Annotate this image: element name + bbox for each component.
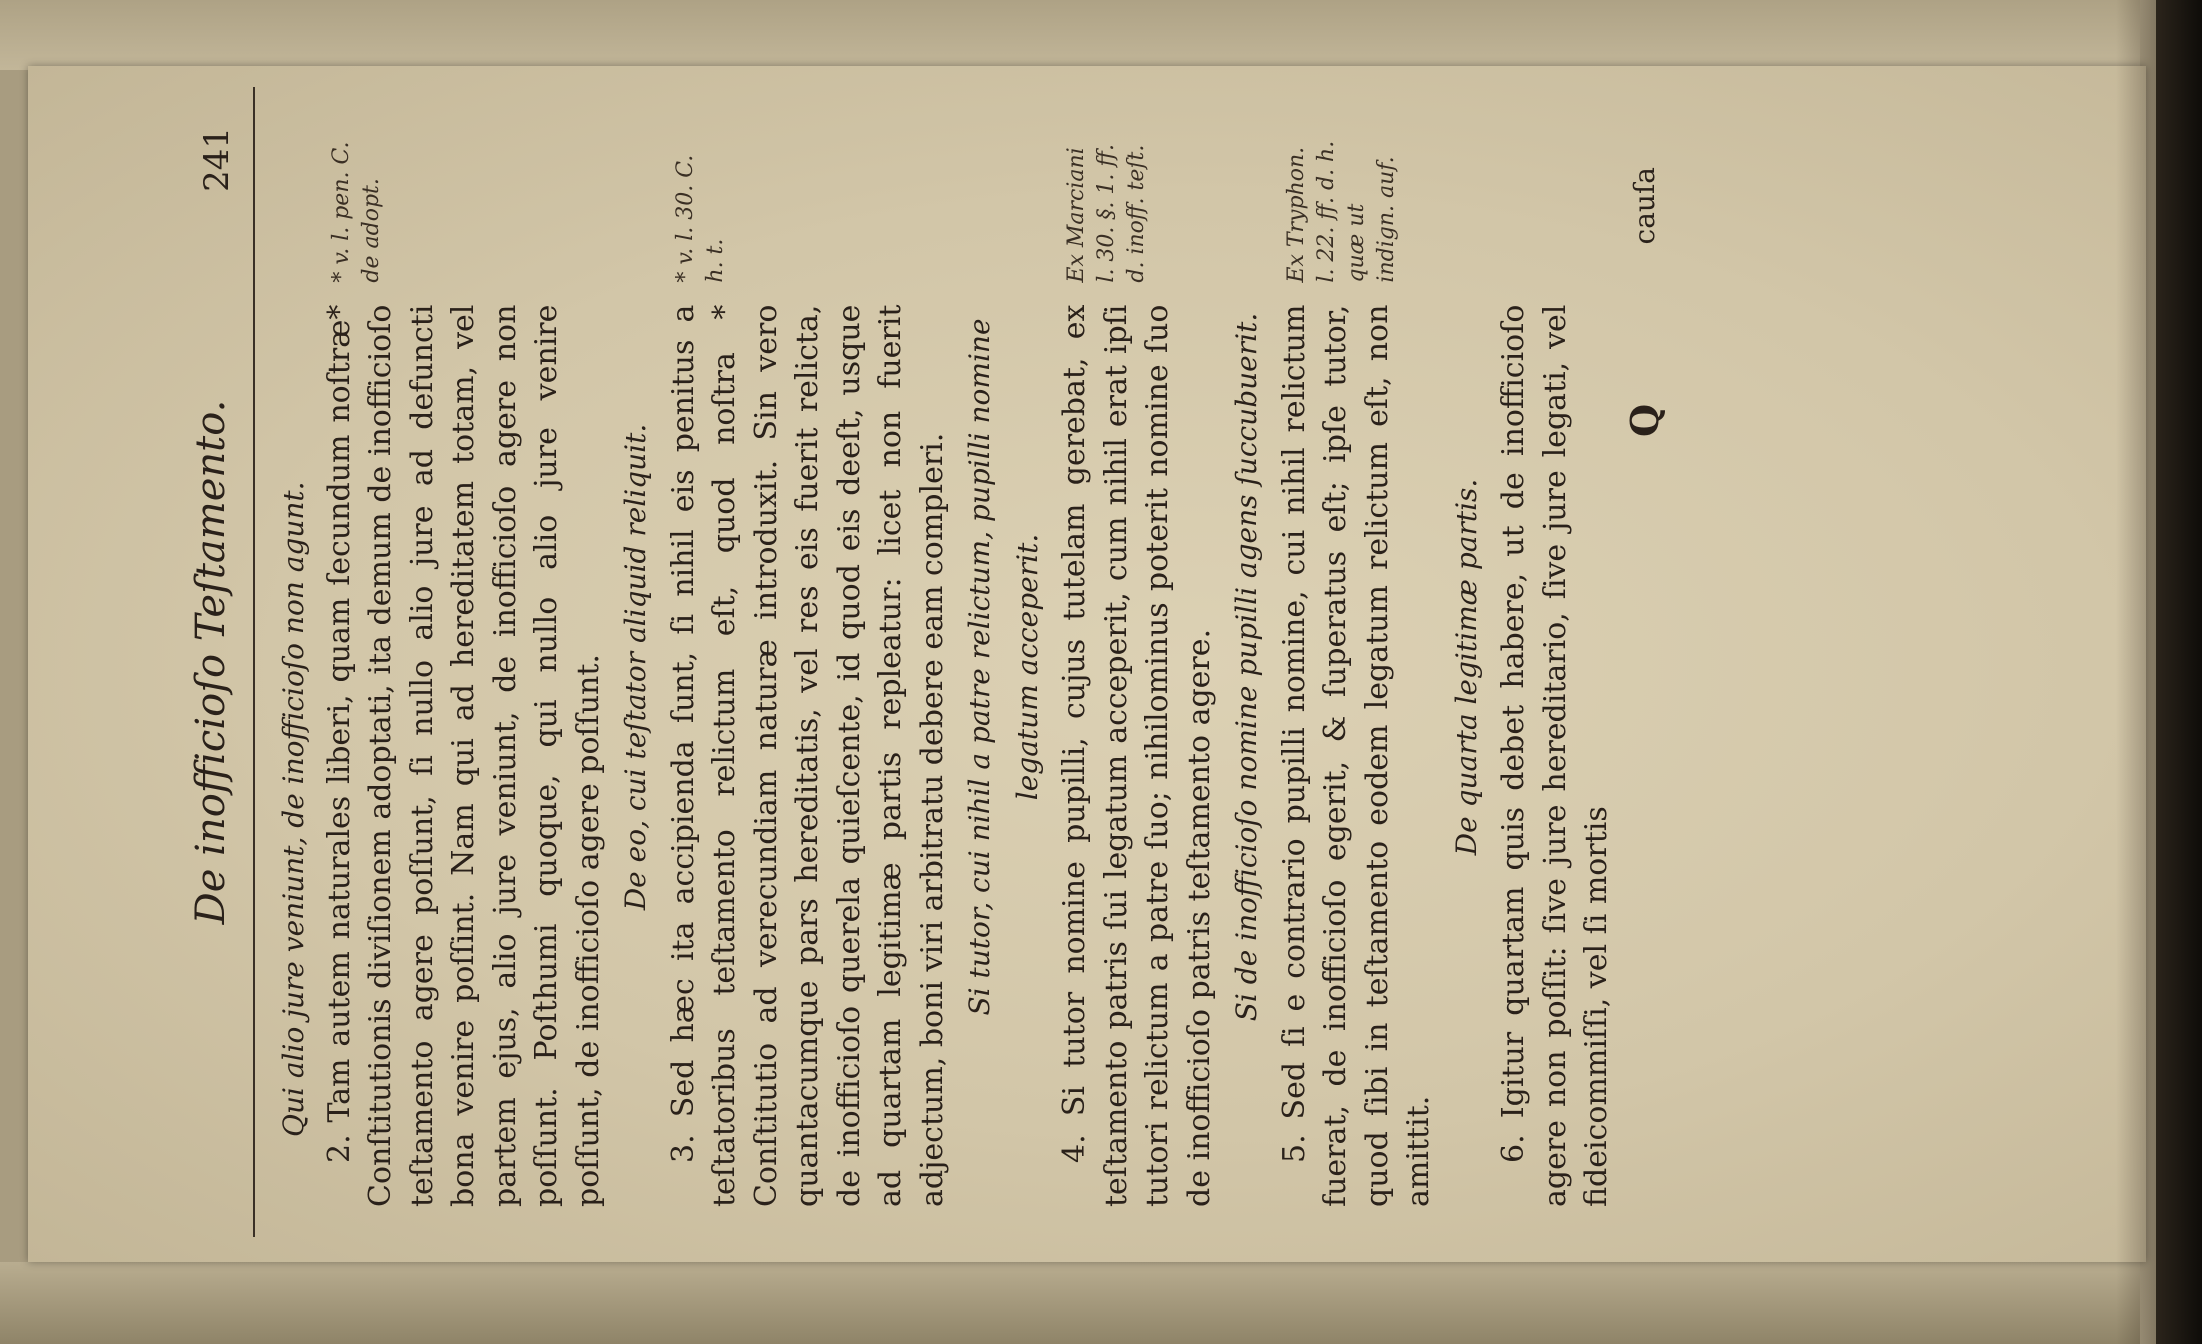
running-head bbox=[175, 87, 253, 1237]
paragraph-4: 4. Si tutor nomine pupilli, cujus tutelam gerebat, ex teſtamento patris ſui legatum acceperit, cum nihil erat ipſi tutori relictum a patre ſuo; nihilominus poterit nomine ſuo de inofficioſo patris teſtamento agere. bbox=[1057, 304, 1217, 1207]
margin-note-4: Ex Marciani l. 30. §. 1. ff. d. inoff. teſt. bbox=[1064, 144, 1149, 283]
paragraph-row-6 bbox=[1493, 127, 1618, 1207]
caption-5: Si de inofficioſo nomine pupilli agens ſuccubuerit. bbox=[1230, 312, 1263, 1022]
page-text-block bbox=[175, 87, 2095, 1237]
caption-3: De eo, cui teſtator aliquid reliquit. bbox=[619, 423, 652, 911]
paragraph-row-4 bbox=[1054, 127, 1220, 1207]
book-spine bbox=[2156, 0, 2202, 1344]
paragraph-row-3 bbox=[663, 127, 954, 1207]
paragraph-row-2 bbox=[319, 127, 610, 1207]
page-number: 241 bbox=[197, 127, 237, 192]
section-heading: Qui alio jure veniunt, de inofficioſo non agunt. bbox=[277, 481, 310, 1137]
body-text bbox=[273, 87, 1678, 1237]
paragraph-row-5 bbox=[1274, 127, 1440, 1207]
underlying-page-top bbox=[0, 0, 2140, 70]
paragraph-3: 3. Sed hæc ita accipienda ſunt, ſi nihil eis penitus a teſtatoribus teſtamento relictum eſt, quod noſtra * Conſtitutio ad verecundiam naturæ introduxit. Sin vero quantacumque pars hereditatis, vel res eis fuerit relicta, de inofficioſo querela quieſcente, id quod eis deeſt, usque ad quartam legitimæ partis repleatur: licet non fuerit adjectum, boni viri arbitratu debere eam compleri. bbox=[665, 304, 950, 1207]
margin-empty bbox=[1493, 127, 1501, 283]
caption-6: De quarta legitimæ partis. bbox=[1449, 478, 1483, 856]
margin-note-5: Ex Tryphon. l. 22. ff. d. h. quæ ut indign. auf. bbox=[1283, 140, 1399, 283]
margin-note-3: * v. l. 30. C. h. t. bbox=[672, 154, 728, 283]
caption-4-line-1: Si tutor, cui nihil a patre relictum, pupilli nomine bbox=[963, 318, 996, 1016]
running-head-title: De inofficioſo Teſtamento. bbox=[188, 399, 234, 925]
paragraph-5: 5. Sed ſi e contrario pupilli nomine, cui nihil relictum fuerat, de inofficioſo egerit, & ſuperatus eſt; ipſe tutor, quod ſibi in teſtamento eodem legatum relictum eſt, non amittit. bbox=[1276, 304, 1436, 1207]
signature-mark: Q bbox=[1621, 403, 1667, 437]
gutter-shadow bbox=[2116, 0, 2156, 1344]
paragraph-2: 2. Tam autem naturales liberi, quam ſecundum noſtræ* Conſtitutionis diviſionem adoptati, ita demum de inofficioſo teſtamento agere poſſunt, ſi nullo alio jure ad defuncti bona venire poſſint. Nam qui ad hereditatem totam, vel partem ejus, alio jure veniunt, de inofficioſo agere non poſſunt. Poſthumi quoque, qui nullo alio jure venire poſſunt, de inofficioſo agere poſſunt. bbox=[321, 304, 606, 1207]
paragraph-6: 6. Igitur quartam quis debet habere, ut de inofficioſo agere non poſſit: ſive jure hereditario, ſive jure legati, vel fideicommiſſi, vel ſi mortis bbox=[1496, 304, 1614, 1207]
caption-4-line-2: legatum acceperit. bbox=[1010, 533, 1044, 801]
catchword: cauſa bbox=[1627, 167, 1661, 245]
margin-note-2: * v. l. pen. C. de adopt. bbox=[328, 141, 384, 283]
head-rule bbox=[253, 87, 255, 1237]
underlying-page-bottom bbox=[0, 1262, 2140, 1344]
page-footer bbox=[1618, 127, 1678, 1207]
